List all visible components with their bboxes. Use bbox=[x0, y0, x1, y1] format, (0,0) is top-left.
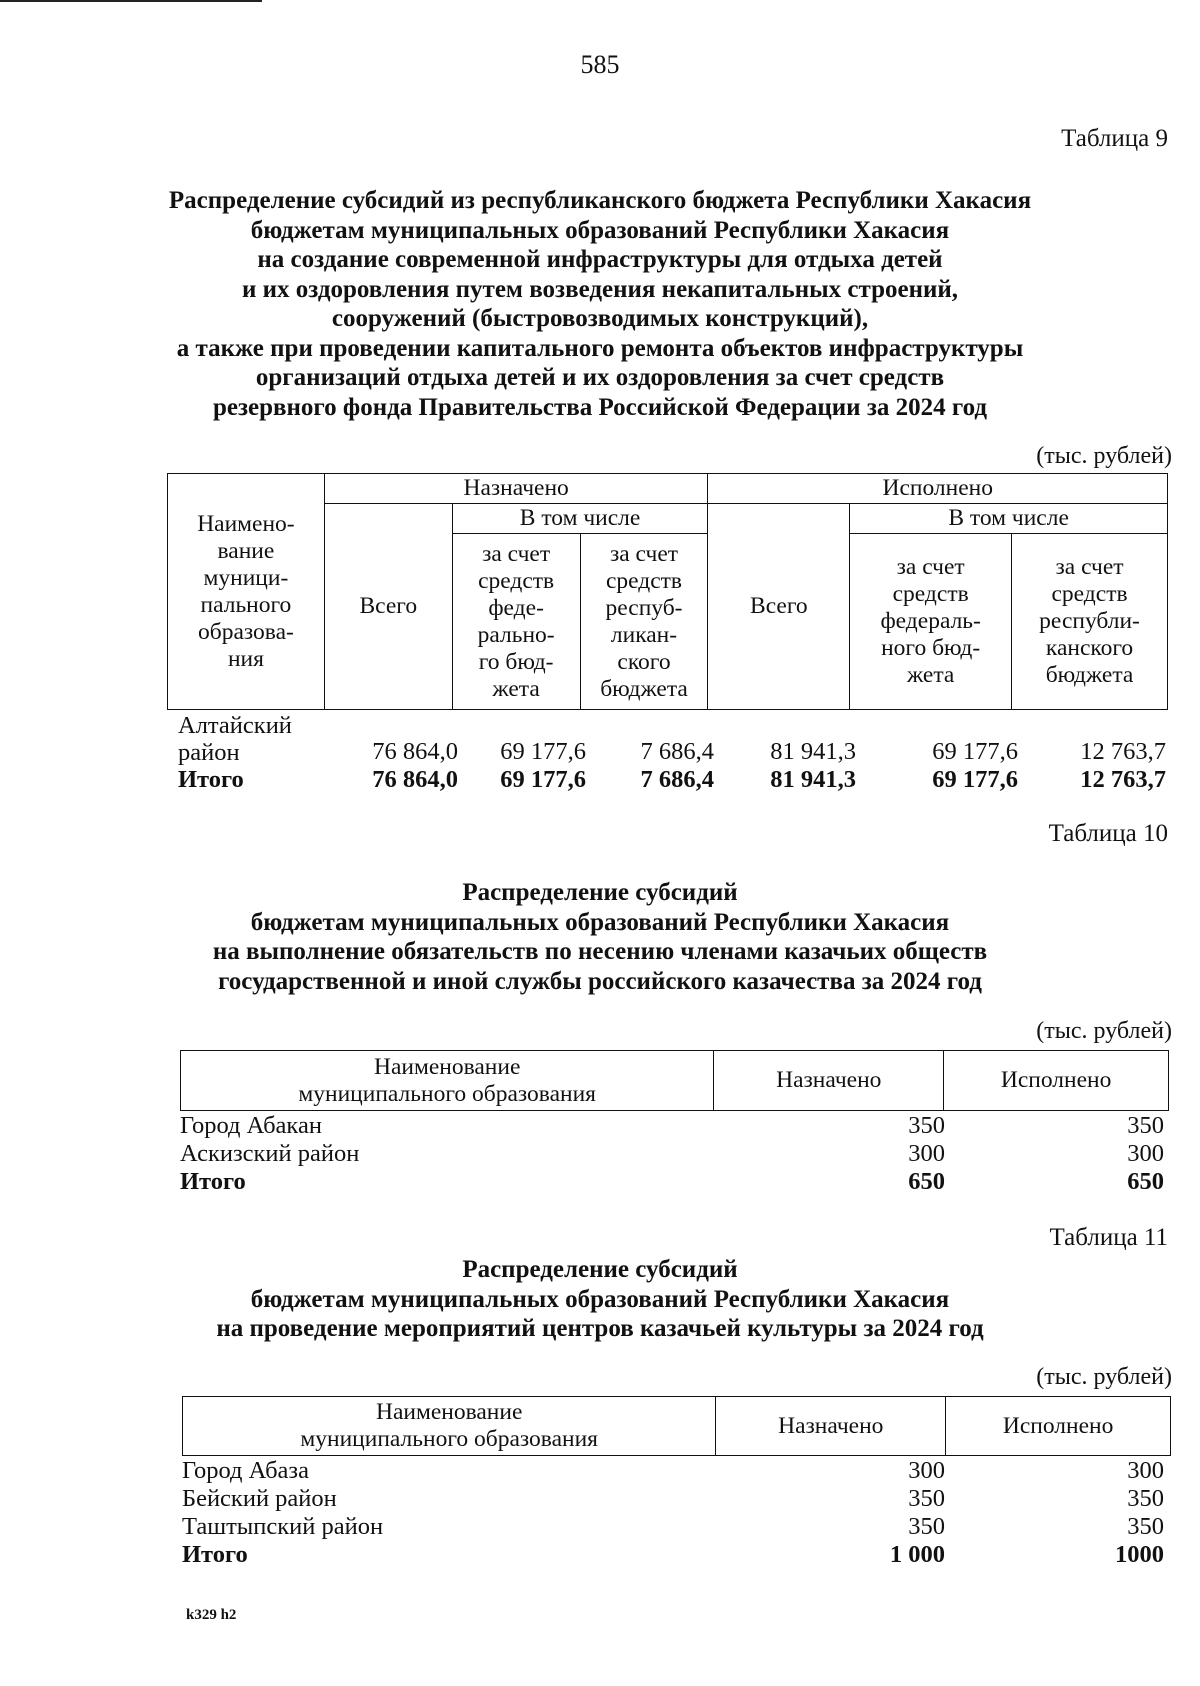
table9-body bbox=[178, 712, 1166, 794]
total-row bbox=[180, 1168, 1164, 1196]
table10-title-line: государственной и иной службы российского казачества за 2024 год bbox=[218, 967, 982, 995]
table10-title-line: бюджетам муниципальных образований Республики Хакасия bbox=[250, 908, 950, 936]
table-row bbox=[182, 1457, 1164, 1485]
row-name: Город Абаза bbox=[182, 1457, 309, 1484]
table10-title-line: Распределение субсидий bbox=[462, 879, 738, 906]
header-name: Наимено- вание муници- пального образова- ния bbox=[168, 474, 325, 710]
total-row bbox=[178, 766, 1166, 794]
header-assigned-total: Всего bbox=[324, 504, 452, 710]
header-assigned: Назначено bbox=[714, 1051, 944, 1111]
table11-title bbox=[0, 1255, 1200, 1344]
header-assigned: Назначено bbox=[716, 1397, 946, 1456]
row-name: Город Абакан bbox=[180, 1112, 322, 1139]
row-assigned-republic: 7 686,4 bbox=[640, 738, 714, 765]
header-executed-total: Всего bbox=[708, 504, 850, 710]
header-assigned-including: В том числе bbox=[452, 504, 708, 534]
table11-label: Таблица 11 bbox=[1049, 1224, 1168, 1251]
table9-title bbox=[0, 186, 1200, 422]
table9-title-line: на создание современной инфраструктуры для отдыха детей bbox=[257, 246, 943, 273]
table10-body bbox=[180, 1112, 1164, 1196]
row-executed-federal: 69 177,6 bbox=[932, 738, 1018, 765]
row-executed: 350 bbox=[1127, 1485, 1164, 1512]
header-executed-including: В том числе bbox=[850, 504, 1168, 534]
total-row bbox=[182, 1541, 1164, 1569]
table10-units: (тыс. рублей) bbox=[1036, 1018, 1172, 1044]
total-assigned-total: 76 864,0 bbox=[372, 766, 458, 793]
total-assigned-federal: 69 177,6 bbox=[500, 766, 586, 793]
row-executed: 300 bbox=[1127, 1140, 1164, 1167]
row-executed-republic: 12 763,7 bbox=[1080, 738, 1166, 765]
table9-title-line: Распределение субсидий из республиканского бюджета Республики Хакасия bbox=[168, 187, 1032, 214]
row-name: Таштыпский район bbox=[182, 1513, 384, 1540]
row-assigned-federal: 69 177,6 bbox=[500, 738, 586, 765]
row-executed: 350 bbox=[1127, 1112, 1164, 1139]
table10-title bbox=[0, 878, 1200, 996]
total-executed-federal: 69 177,6 bbox=[932, 766, 1018, 793]
total-name: Итого bbox=[178, 766, 244, 793]
total-name: Итого bbox=[180, 1168, 246, 1195]
header-executed: Исполнено bbox=[708, 474, 1168, 504]
total-executed-republic: 12 763,7 bbox=[1080, 766, 1166, 793]
row-name: Аскизский район bbox=[180, 1140, 360, 1167]
header-executed: Исполнено bbox=[946, 1397, 1171, 1456]
page-number: 585 bbox=[580, 50, 620, 79]
table11-units: (тыс. рублей) bbox=[1036, 1364, 1172, 1390]
table-row bbox=[182, 1513, 1164, 1541]
table11-header bbox=[182, 1396, 1171, 1456]
table-row bbox=[180, 1112, 1164, 1140]
header-executed: Исполнено bbox=[944, 1051, 1169, 1111]
header-assigned-federal: за счет средств феде- рально- го бюд- жета bbox=[452, 534, 580, 710]
row-assigned: 350 bbox=[908, 1485, 945, 1512]
total-executed: 1000 bbox=[1115, 1541, 1164, 1568]
table11-title-line: бюджетам муниципальных образований Республики Хакасия bbox=[250, 1285, 950, 1313]
table9-header bbox=[167, 473, 1168, 710]
table9-title-line: резервного фонда Правительства Российской Федерации за 2024 год bbox=[212, 393, 988, 421]
table-row bbox=[180, 1140, 1164, 1168]
header-assigned-republic: за счет средств респуб- ликан- ского бюджета bbox=[580, 534, 708, 710]
table10-header bbox=[180, 1050, 1169, 1111]
row-executed: 350 bbox=[1127, 1513, 1164, 1540]
table9-title-line: организаций отдыха детей и их оздоровления за счет средств bbox=[255, 364, 945, 391]
row-name: Алтайский район bbox=[178, 712, 292, 766]
table9-label: Таблица 9 bbox=[1061, 125, 1168, 152]
header-name: Наименование муниципального образования bbox=[183, 1397, 716, 1456]
header-assigned: Назначено bbox=[324, 474, 708, 504]
table-row bbox=[178, 712, 1166, 766]
header-executed-republic: за счет средств республи- канского бюджета bbox=[1012, 534, 1168, 710]
table11-title-line: Распределение субсидий bbox=[462, 1256, 738, 1283]
row-assigned: 350 bbox=[908, 1112, 945, 1139]
table9-title-line: сооружений (быстровозводимых конструкций), bbox=[331, 305, 869, 332]
table9-title-line: а также при проведении капитального ремонта объектов инфраструктуры bbox=[176, 334, 1024, 362]
total-assigned-republic: 7 686,4 bbox=[640, 766, 714, 793]
table11-title-line: на проведение мероприятий центров казачьей культуры за 2024 год bbox=[216, 1315, 984, 1342]
table10-label: Таблица 10 bbox=[1048, 820, 1168, 847]
row-assigned-total: 76 864,0 bbox=[372, 738, 458, 765]
total-executed-total: 81 941,3 bbox=[770, 766, 856, 793]
table-row bbox=[182, 1485, 1164, 1513]
row-executed-total: 81 941,3 bbox=[770, 738, 856, 765]
total-assigned: 650 bbox=[908, 1168, 945, 1195]
row-name: Бейский район bbox=[182, 1485, 337, 1512]
table9-units: (тыс. рублей) bbox=[1036, 443, 1172, 469]
footer-code: k329 h2 bbox=[186, 1607, 237, 1623]
total-name: Итого bbox=[182, 1541, 248, 1568]
row-assigned: 350 bbox=[908, 1513, 945, 1540]
header-executed-federal: за счет средств федераль- ного бюд- жета bbox=[850, 534, 1012, 710]
table11-body bbox=[182, 1457, 1164, 1569]
total-executed: 650 bbox=[1127, 1168, 1164, 1195]
total-assigned: 1 000 bbox=[889, 1541, 945, 1568]
table10-title-line: на выполнение обязательств по несению членами казачьих обществ bbox=[212, 938, 988, 965]
header-name: Наименование муниципального образования bbox=[181, 1051, 714, 1111]
scan-edge-line bbox=[0, 0, 262, 2]
table9-title-line: и их оздоровления путем возведения некапитальных строений, bbox=[241, 275, 959, 303]
table9-title-line: бюджетам муниципальных образований Республики Хакасия bbox=[250, 216, 950, 244]
row-assigned: 300 bbox=[908, 1457, 945, 1484]
row-executed: 300 bbox=[1127, 1457, 1164, 1484]
row-assigned: 300 bbox=[908, 1140, 945, 1167]
